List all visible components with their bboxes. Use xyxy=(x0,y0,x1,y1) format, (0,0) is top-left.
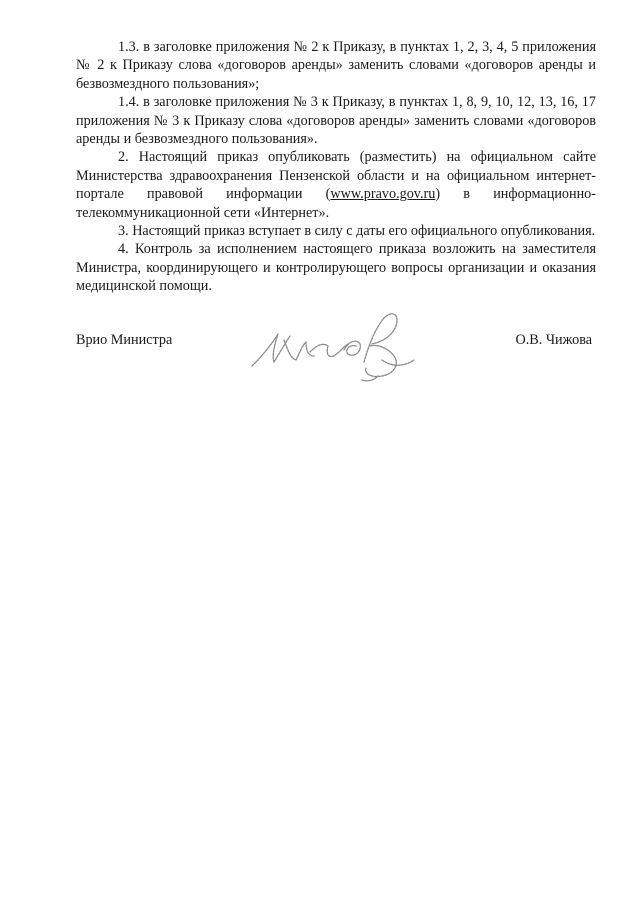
paragraph-3: 3. Настоящий приказ вступает в силу с даты его официального опубликования. xyxy=(118,223,596,240)
paragraph-1-4: 1.4. в заголовке приложения № 3 к Приказу, в пунктах 1, 8, 9, 10, 12, 13, 16, 17 приложения № 3 к Приказу слова «договоров аренды» заменить словами «договоров аренды и безвозмездного пользования». xyxy=(76,94,596,148)
paragraph-1-3: 1.3. в заголовке приложения № 2 к Приказу, в пунктах 1, 2, 3, 4, 5 приложения № 2 к Приказу слова «договоров аренды» заменить словами «договоров аренды и безвозмездного пользования»; xyxy=(76,39,596,92)
paragraph-2-before: 2. Настоящий приказ опубликовать (разместить) на официальном сайте Министерства здравоохранения Пензенской области и на официальном интернет-портале правовой информации ( xyxy=(76,149,596,203)
pravo-link[interactable]: www.pravo.gov.ru xyxy=(330,186,436,203)
document-body xyxy=(76,38,596,296)
paragraph-2 xyxy=(76,148,596,222)
paragraph-4: 4. Контроль за исполнением настоящего приказа возложить на заместителя Министра, координирующего и контролирующего вопросы организации и оказания медицинской помощи. xyxy=(76,241,596,295)
signature-block xyxy=(76,300,596,400)
paragraph-2-after: ) в информационно-телекоммуникационной сети «Интернет». xyxy=(76,186,597,221)
signatory-name: О.В. Чижова xyxy=(515,332,592,348)
handwritten-signature xyxy=(244,300,424,400)
position-title: Врио Министра xyxy=(76,332,173,348)
